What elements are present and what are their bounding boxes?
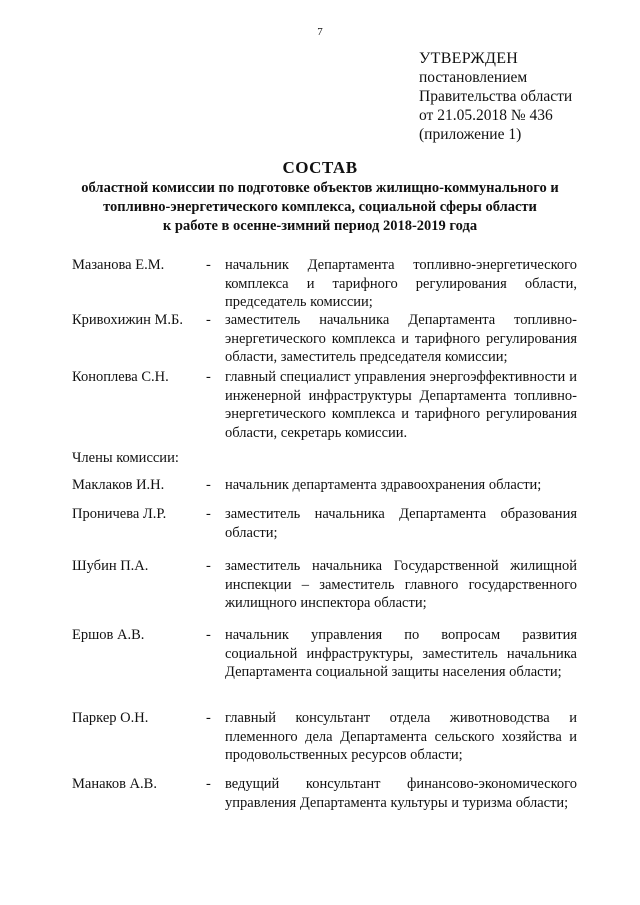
approval-line: (приложение 1) bbox=[419, 126, 522, 143]
member-position: начальник управления по вопросам развития социальной инфраструктуры, заместитель начальника Департамента социальной защиты населения области; bbox=[225, 627, 577, 680]
heading-line: топливно-энергетического комплекса, социальной сферы области bbox=[103, 199, 537, 215]
member-name: Коноплева С.Н. bbox=[72, 369, 169, 385]
member-name: Маклаков И.Н. bbox=[72, 477, 165, 493]
member-position: заместитель начальника Государственной жилищной инспекции – заместитель главного государственного жилищного инспектора области; bbox=[225, 558, 577, 611]
member-name: Манаков А.В. bbox=[72, 776, 157, 792]
approval-block bbox=[419, 49, 629, 144]
member-dash: - bbox=[206, 369, 211, 385]
member-dash: - bbox=[206, 257, 211, 273]
member-position: ведущий консультант финансово-экономического управления Департамента культуры и туризма области; bbox=[225, 776, 577, 811]
approval-line: Правительства области bbox=[419, 88, 573, 105]
member-position: главный специалист управления энергоэффективности и инженерной инфраструктуры Департамента топливно-энергетического комплекса и тарифного регулирования области, секретарь комиссии. bbox=[225, 369, 577, 441]
page-number: 7 bbox=[317, 26, 323, 38]
member-name: Проничева Л.Р. bbox=[72, 506, 167, 522]
member-dash: - bbox=[206, 627, 211, 643]
member-position: заместитель начальника Департамента образования области; bbox=[225, 506, 577, 541]
heading-line: областной комиссии по подготовке объектов жилищно-коммунального и bbox=[81, 180, 559, 196]
member-name: Кривохижин М.Б. bbox=[72, 312, 183, 328]
member-position: главный консультант отдела животноводства и племенного дела Департамента сельского хозяйства и продовольственных ресурсов области; bbox=[225, 710, 577, 763]
members-section-label: Члены комиссии: bbox=[72, 450, 179, 466]
approval-line: от 21.05.2018 № 436 bbox=[419, 107, 553, 124]
member-dash: - bbox=[206, 477, 211, 493]
member-name: Шубин П.А. bbox=[72, 558, 149, 574]
heading-line: к работе в осенне-зимний период 2018-2019 года bbox=[162, 218, 478, 234]
member-dash: - bbox=[206, 312, 211, 328]
member-dash: - bbox=[206, 776, 211, 792]
member-dash: - bbox=[206, 506, 211, 522]
member-position: начальник департамента здравоохранения области; bbox=[225, 477, 542, 493]
approval-title: УТВЕРЖДЕН bbox=[419, 50, 519, 67]
document-heading bbox=[40, 157, 600, 236]
member-name: Паркер О.Н. bbox=[72, 710, 149, 726]
member-name: Ершов А.В. bbox=[72, 627, 145, 643]
member-position: начальник Департамента топливно-энергетического комплекса и тарифного регулирования области, председатель комиссии; bbox=[225, 257, 577, 310]
approval-line: постановлением bbox=[419, 69, 528, 86]
member-position: заместитель начальника Департамента топливно-энергетического комплекса и тарифного регулирования области, заместитель председателя комиссии; bbox=[225, 312, 577, 365]
member-name: Мазанова Е.М. bbox=[72, 257, 165, 273]
member-dash: - bbox=[206, 558, 211, 574]
member-dash: - bbox=[206, 710, 211, 726]
heading-title: СОСТАВ bbox=[282, 158, 358, 177]
